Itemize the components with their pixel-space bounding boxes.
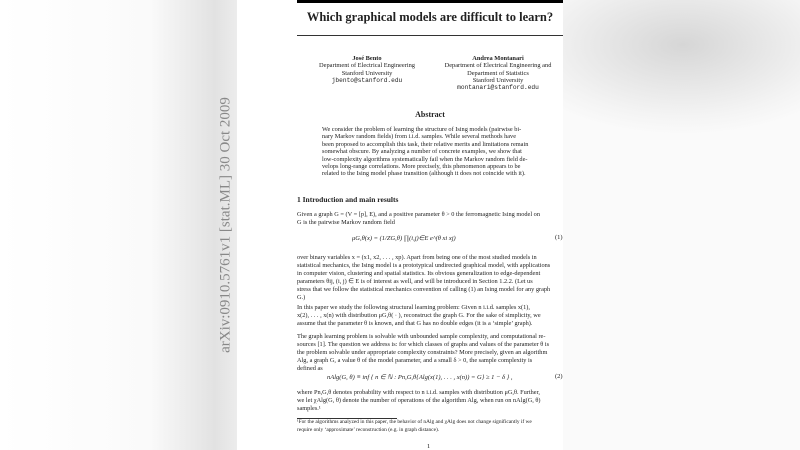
equation-2: nAlg(G, θ) ≡ inf { n ∈ ℕ : Pn,G,θ{Alg(x(1), . . . , x(n)) = G} ≥ 1 − δ } , <box>327 374 513 381</box>
text-line: Alg, a graph G, a value θ of the model parameter, and a small δ > 0, the sample complexity is <box>297 357 533 364</box>
abstract-line: related to the Ising model phase transition (although it does not coincide with it). <box>322 170 526 178</box>
paragraph <box>297 254 550 302</box>
text-line: G is the pairwise Markov random field <box>297 219 395 226</box>
text-line: samples.¹ <box>297 405 321 412</box>
abstract-line: been proposed to accomplish this task, their relative merits and limitations remain <box>322 140 529 148</box>
author-affiliation: Stanford University <box>472 76 524 84</box>
text-line: require only ‘approximate’ reconstruction (e.g. in graph distance). <box>297 426 440 433</box>
author-affiliation: Department of Statistics <box>467 69 529 77</box>
abstract-heading: Abstract <box>415 110 445 119</box>
author-affiliation: Department of Electrical Engineering and <box>444 62 552 70</box>
text-line: In this paper we study the following structural learning problem: Given n i.i.d. samples x(1), <box>297 304 530 311</box>
text-line: Given a graph G = (V = [p], E), and a positive parameter θ > 0 the ferromagnetic Ising model on <box>297 211 540 218</box>
text-line: defined as <box>297 365 323 372</box>
text-line: the problem solvable under appropriate complexity constraints? More precisely, given an algorithm <box>297 349 548 356</box>
footnote <box>297 419 532 434</box>
paragraph <box>297 389 541 413</box>
text-line: stress that we follow the statistical mechanics convention of calling (1) an Ising model for any graph <box>297 286 551 293</box>
text-line: The graph learning problem is solvable with unbounded sample complexity, and computational re- <box>297 333 546 340</box>
viewer-background <box>563 0 800 450</box>
abstract-line: nary Markov random fields) from i.i.d. samples. While several methods have <box>322 133 516 141</box>
abstract-line: We consider the problem of learning the structure of Ising models (pairwise bi- <box>322 126 522 133</box>
author-email: montanari@stanford.edu <box>457 84 539 92</box>
text-line: we let χAlg(G, θ) denote the number of operations of the algorithm Alg, when run on nAlg(G, θ) <box>297 397 541 404</box>
author-block <box>297 55 437 84</box>
equation-number: (1) <box>555 234 563 241</box>
author-block <box>433 55 563 91</box>
text-line: parameters θij, (i, j) ∈ E is of interest as well, and will be introduced in Section 1.2.2. (Let us <box>297 278 533 285</box>
equation-1: μG,θ(x) = (1/ZG,θ) ∏(i,j)∈E e^(θ xi xj) <box>352 235 456 242</box>
text-line: x(2), . . . , x(n) with distribution μG,θ( · ), reconstruct the graph G. For the sake of simplicity, we <box>297 312 541 319</box>
section-heading: 1 Introduction and main results <box>297 195 399 204</box>
title-top-bar <box>297 0 563 3</box>
paragraph <box>297 333 549 373</box>
equation-number: (2) <box>555 373 563 380</box>
text-line: where Pn,G,θ denotes probability with respect to n i.i.d. samples with distribution μG,θ. Further, <box>297 389 540 396</box>
paper-title: Which graphical models are difficult to learn? <box>306 10 554 24</box>
text-line: sources [1]. The question we address is: for which classes of graphs and values of the parameter θ is <box>297 341 550 348</box>
text-line: G.) <box>297 294 306 301</box>
arxiv-stamp: arXiv:0910.5761v1 [stat.ML] 30 Oct 2009 <box>217 97 234 353</box>
paragraph <box>297 211 540 227</box>
abstract-line: somewhat obscure. By analyzing a number of concrete examples, we show that <box>322 148 522 156</box>
abstract-line: velops long-range correlations. More precisely, this phenomenon appears to be <box>322 163 521 171</box>
page-number: 1 <box>427 443 431 450</box>
paragraph <box>297 304 541 328</box>
paper-page <box>237 0 563 450</box>
abstract-text <box>322 126 528 178</box>
author-email: jbento@stanford.edu <box>331 76 403 84</box>
abstract-line: low-complexity algorithms systematically fail when the Markov random field de- <box>322 155 528 163</box>
text-line: ¹For the algorithms analyzed in this paper, the behavior of nAlg and χAlg does not change significantly if we <box>297 419 532 425</box>
author-affiliation: Stanford University <box>341 69 393 77</box>
text-line: assume that the parameter θ is known, and that G has no double edges (it is a ‘simple’ graph). <box>297 320 533 327</box>
text-line: over binary variables x = (x1, x2, . . . , xp). Apart from being one of the most studied models in <box>297 254 537 261</box>
text-line: statistical mechanics, the Ising model is a prototypical undirected graphical model, with applications <box>297 262 551 269</box>
author-name: José Bento <box>352 55 382 62</box>
text-line: in computer vision, clustering and spatial statistics. Its obvious generalization to edge-dependent <box>297 270 541 277</box>
author-name: Andrea Montanari <box>472 55 524 62</box>
title-rule <box>297 35 563 36</box>
author-affiliation: Department of Electrical Engineering <box>319 62 415 70</box>
